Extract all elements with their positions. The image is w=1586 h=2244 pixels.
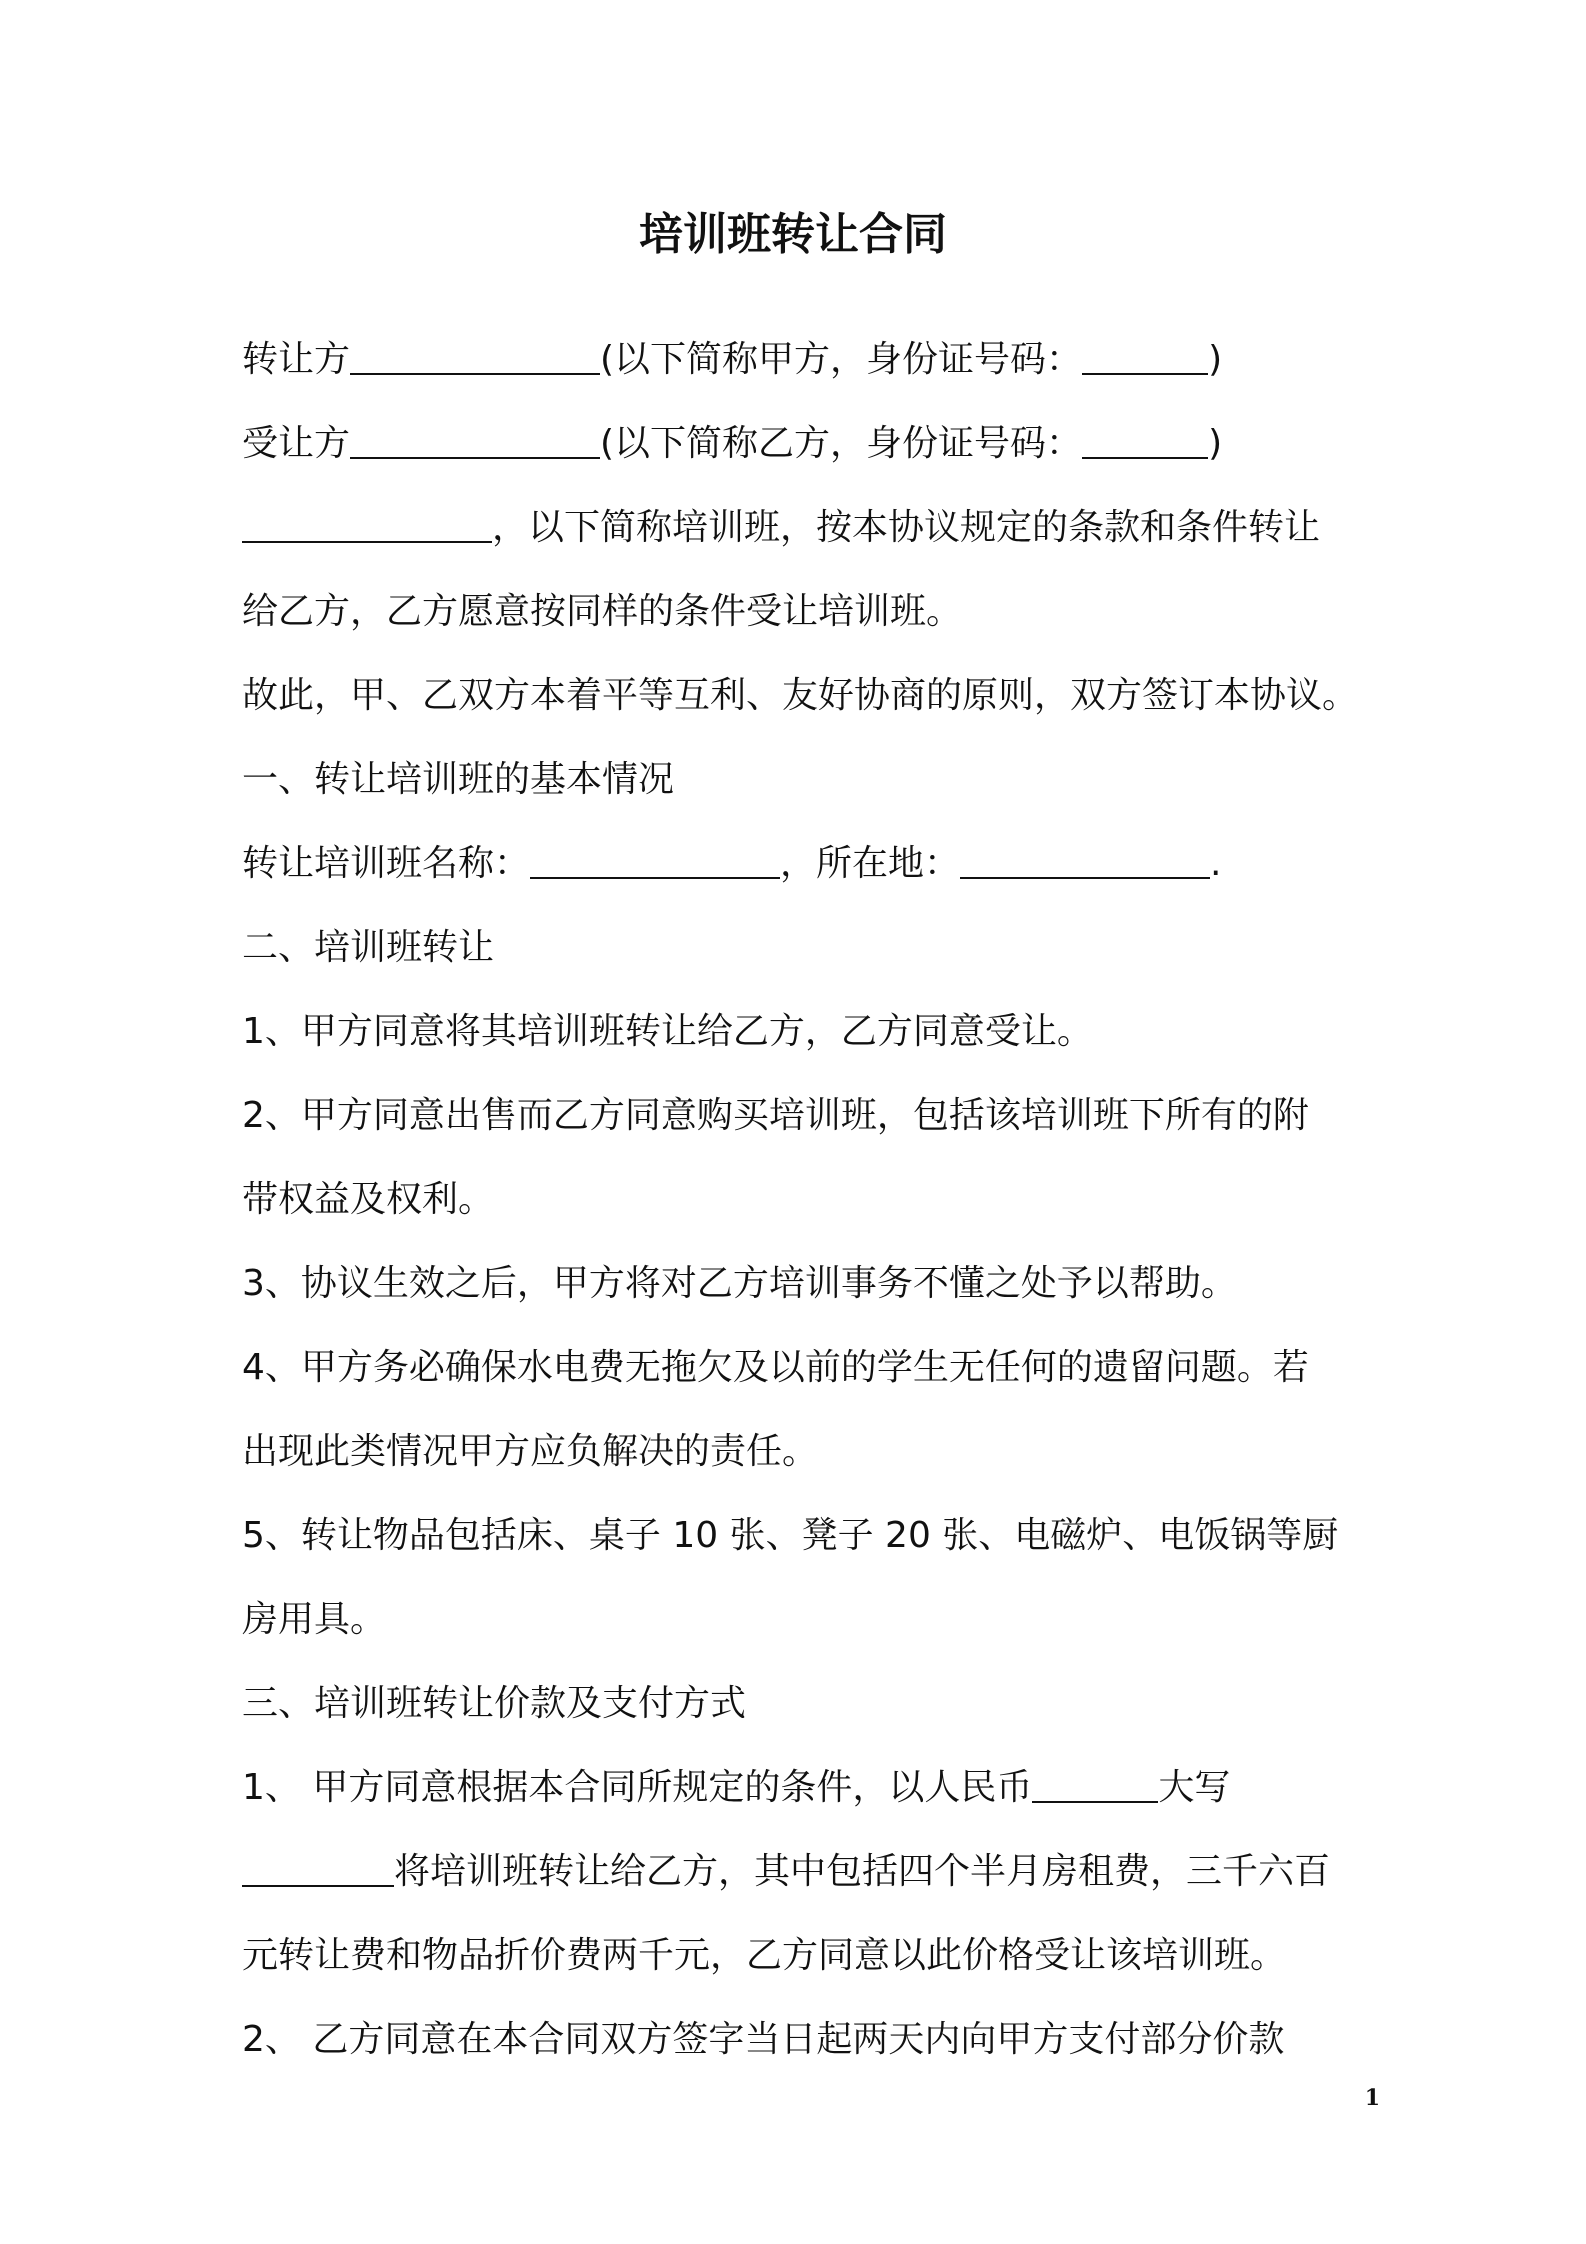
document-title: 培训班转让合同 [639,209,947,260]
blank-field [530,837,780,879]
price-line [242,1758,1367,1842]
blank-field [242,1845,394,1887]
paragraph-line: 3、协议生效之后，甲方将对乙方培训事务不懂之处予以帮助。 [242,1263,1237,1304]
section-heading: 一、转让培训班的基本情况 [242,759,675,800]
transferee-label: 受让方 [242,423,351,464]
transferor-line [242,330,1367,414]
text: 转让培训班名称： [242,843,531,884]
contract-body [242,330,1367,2094]
paragraph-line: 5、转让物品包括床、桌子 10 张、凳子 20 张、电磁炉、电饭锅等厨 [242,1515,1339,1556]
paragraph-line: 4、甲方务必确保水电费无拖欠及以前的学生无任何的遗留问题。若 [242,1347,1309,1388]
text: ，以下简称培训班，按本协议规定的条款和条件转让 [492,507,1321,548]
paragraph-line: 带权益及权利。 [242,1179,495,1220]
page-number: 1 [1364,2085,1380,2111]
blank-field [350,417,600,459]
blank-field [960,837,1210,879]
blank-field [242,501,492,543]
text: 1、 甲方同意根据本合同所规定的条件，以人民币 [242,1767,1033,1808]
blank-field [1082,417,1208,459]
blank-field [1082,333,1208,375]
section-heading: 二、培训班转让 [242,927,495,968]
paragraph-line: 2、 乙方同意在本合同双方签字当日起两天内向甲方支付部分价款 [242,2019,1285,2060]
section-heading: 三、培训班转让价款及支付方式 [242,1683,747,1724]
paragraph-line: 出现此类情况甲方应负解决的责任。 [242,1431,819,1472]
transferor-note: (以下简称甲方，身份证号码： [600,339,1083,380]
transferee-note: (以下简称乙方，身份证号码： [600,423,1083,464]
paragraph-line: 故此，甲、乙双方本着平等互利、友好协商的原则，双方签订本协议。 [242,675,1359,716]
paragraph-line: 元转让费和物品折价费两千元，乙方同意以此价格受让该培训班。 [242,1935,1287,1976]
text: . [1210,843,1222,884]
paren-close: ) [1208,423,1223,464]
blank-field [350,333,600,375]
text: ，所在地： [780,843,961,884]
transferee-line [242,414,1367,498]
transferor-label: 转让方 [242,339,351,380]
paragraph-line: 房用具。 [242,1599,387,1640]
paragraph-line: 2、甲方同意出售而乙方同意购买培训班，包括该培训班下所有的附 [242,1095,1309,1136]
text: 将培训班转让给乙方，其中包括四个半月房租费，三千六百 [394,1851,1331,1892]
training-name-line [242,834,1367,918]
paragraph-line: 1、甲方同意将其培训班转让给乙方，乙方同意受让。 [242,1011,1093,1052]
text: 大写 [1158,1767,1231,1808]
paragraph-line: 给乙方，乙方愿意按同样的条件受让培训班。 [242,591,963,632]
paragraph-line [242,498,1367,582]
price-line [242,1842,1367,1926]
blank-field [1032,1761,1158,1803]
paren-close: ) [1208,339,1223,380]
